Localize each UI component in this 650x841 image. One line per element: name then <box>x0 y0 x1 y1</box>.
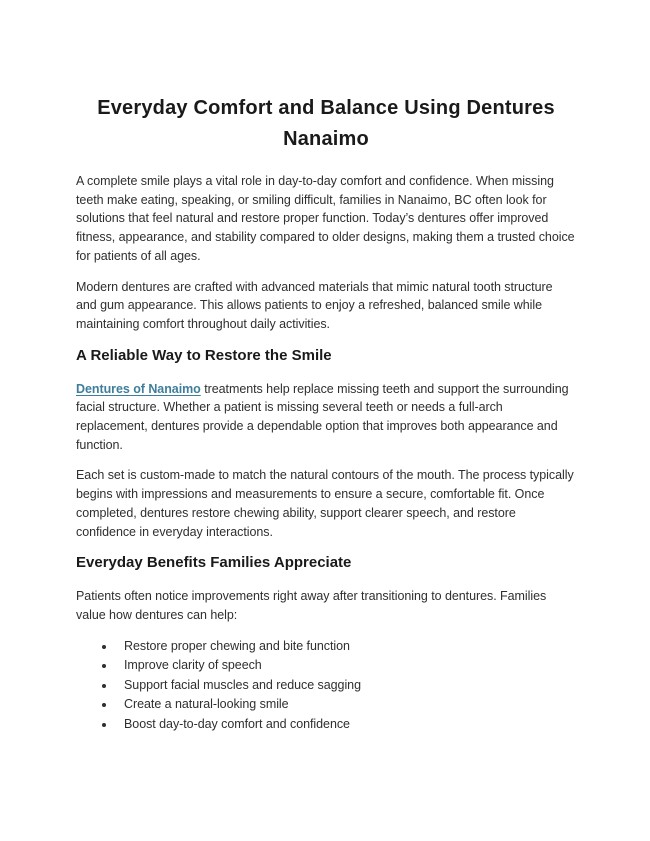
restore-paragraph-1 <box>76 380 576 455</box>
list-item: • Boost day-to-day comfort and confidence <box>116 715 576 735</box>
dentures-of-nanaimo-link[interactable]: Dentures of Nanaimo <box>76 381 201 396</box>
intro-paragraph-1: A complete smile plays a vital role in day-to-day comfort and confidence. When missing teeth make eating, speaking, or smiling difficult, families in Nanaimo, BC often look for solutions that feel natural and restore proper function. Today’s dentures offer improved fitness, appearance, and stability compared to older designs, making them a trusted choice for patients of all ages. <box>76 174 575 263</box>
restore-paragraph-2: Each set is custom-made to match the natural contours of the mouth. The process typically begins with impressions and measurements to ensure a secure, comfortable fit. Once completed, dentures restore chewing ability, support clearer speech, and restore confidence in everyday interactions. <box>76 468 574 539</box>
list-item: • Restore proper chewing and bite function <box>116 637 576 657</box>
benefits-list <box>76 637 576 735</box>
section-heading-everyday-benefits: Everyday Benefits Families Appreciate <box>76 554 352 572</box>
section-heading-restore-smile: A Reliable Way to Restore the Smile <box>76 346 332 364</box>
restore-paragraph-1-text: treatments help replace missing teeth and support the surrounding facial structure. Whether a patient is missing several teeth or needs a full-arch replacement, dentures provide a dependable option that improves both appearance and function. <box>76 381 569 452</box>
list-item: • Support facial muscles and reduce sagging <box>116 676 576 696</box>
benefits-intro-paragraph: Patients often notice improvements right away after transitioning to dentures. Families value how dentures can help: <box>76 589 547 622</box>
intro-paragraph-2: Modern dentures are crafted with advanced materials that mimic natural tooth structure and gum appearance. This allows patients to enjoy a refreshed, balanced smile while maintaining comfort throughout daily activities. <box>76 279 553 331</box>
list-item: • Improve clarity of speech <box>116 656 576 676</box>
document-title: Everyday Comfort and Balance Using Dentures Nanaimo <box>97 97 555 150</box>
list-item: • Create a natural-looking smile <box>116 695 576 715</box>
